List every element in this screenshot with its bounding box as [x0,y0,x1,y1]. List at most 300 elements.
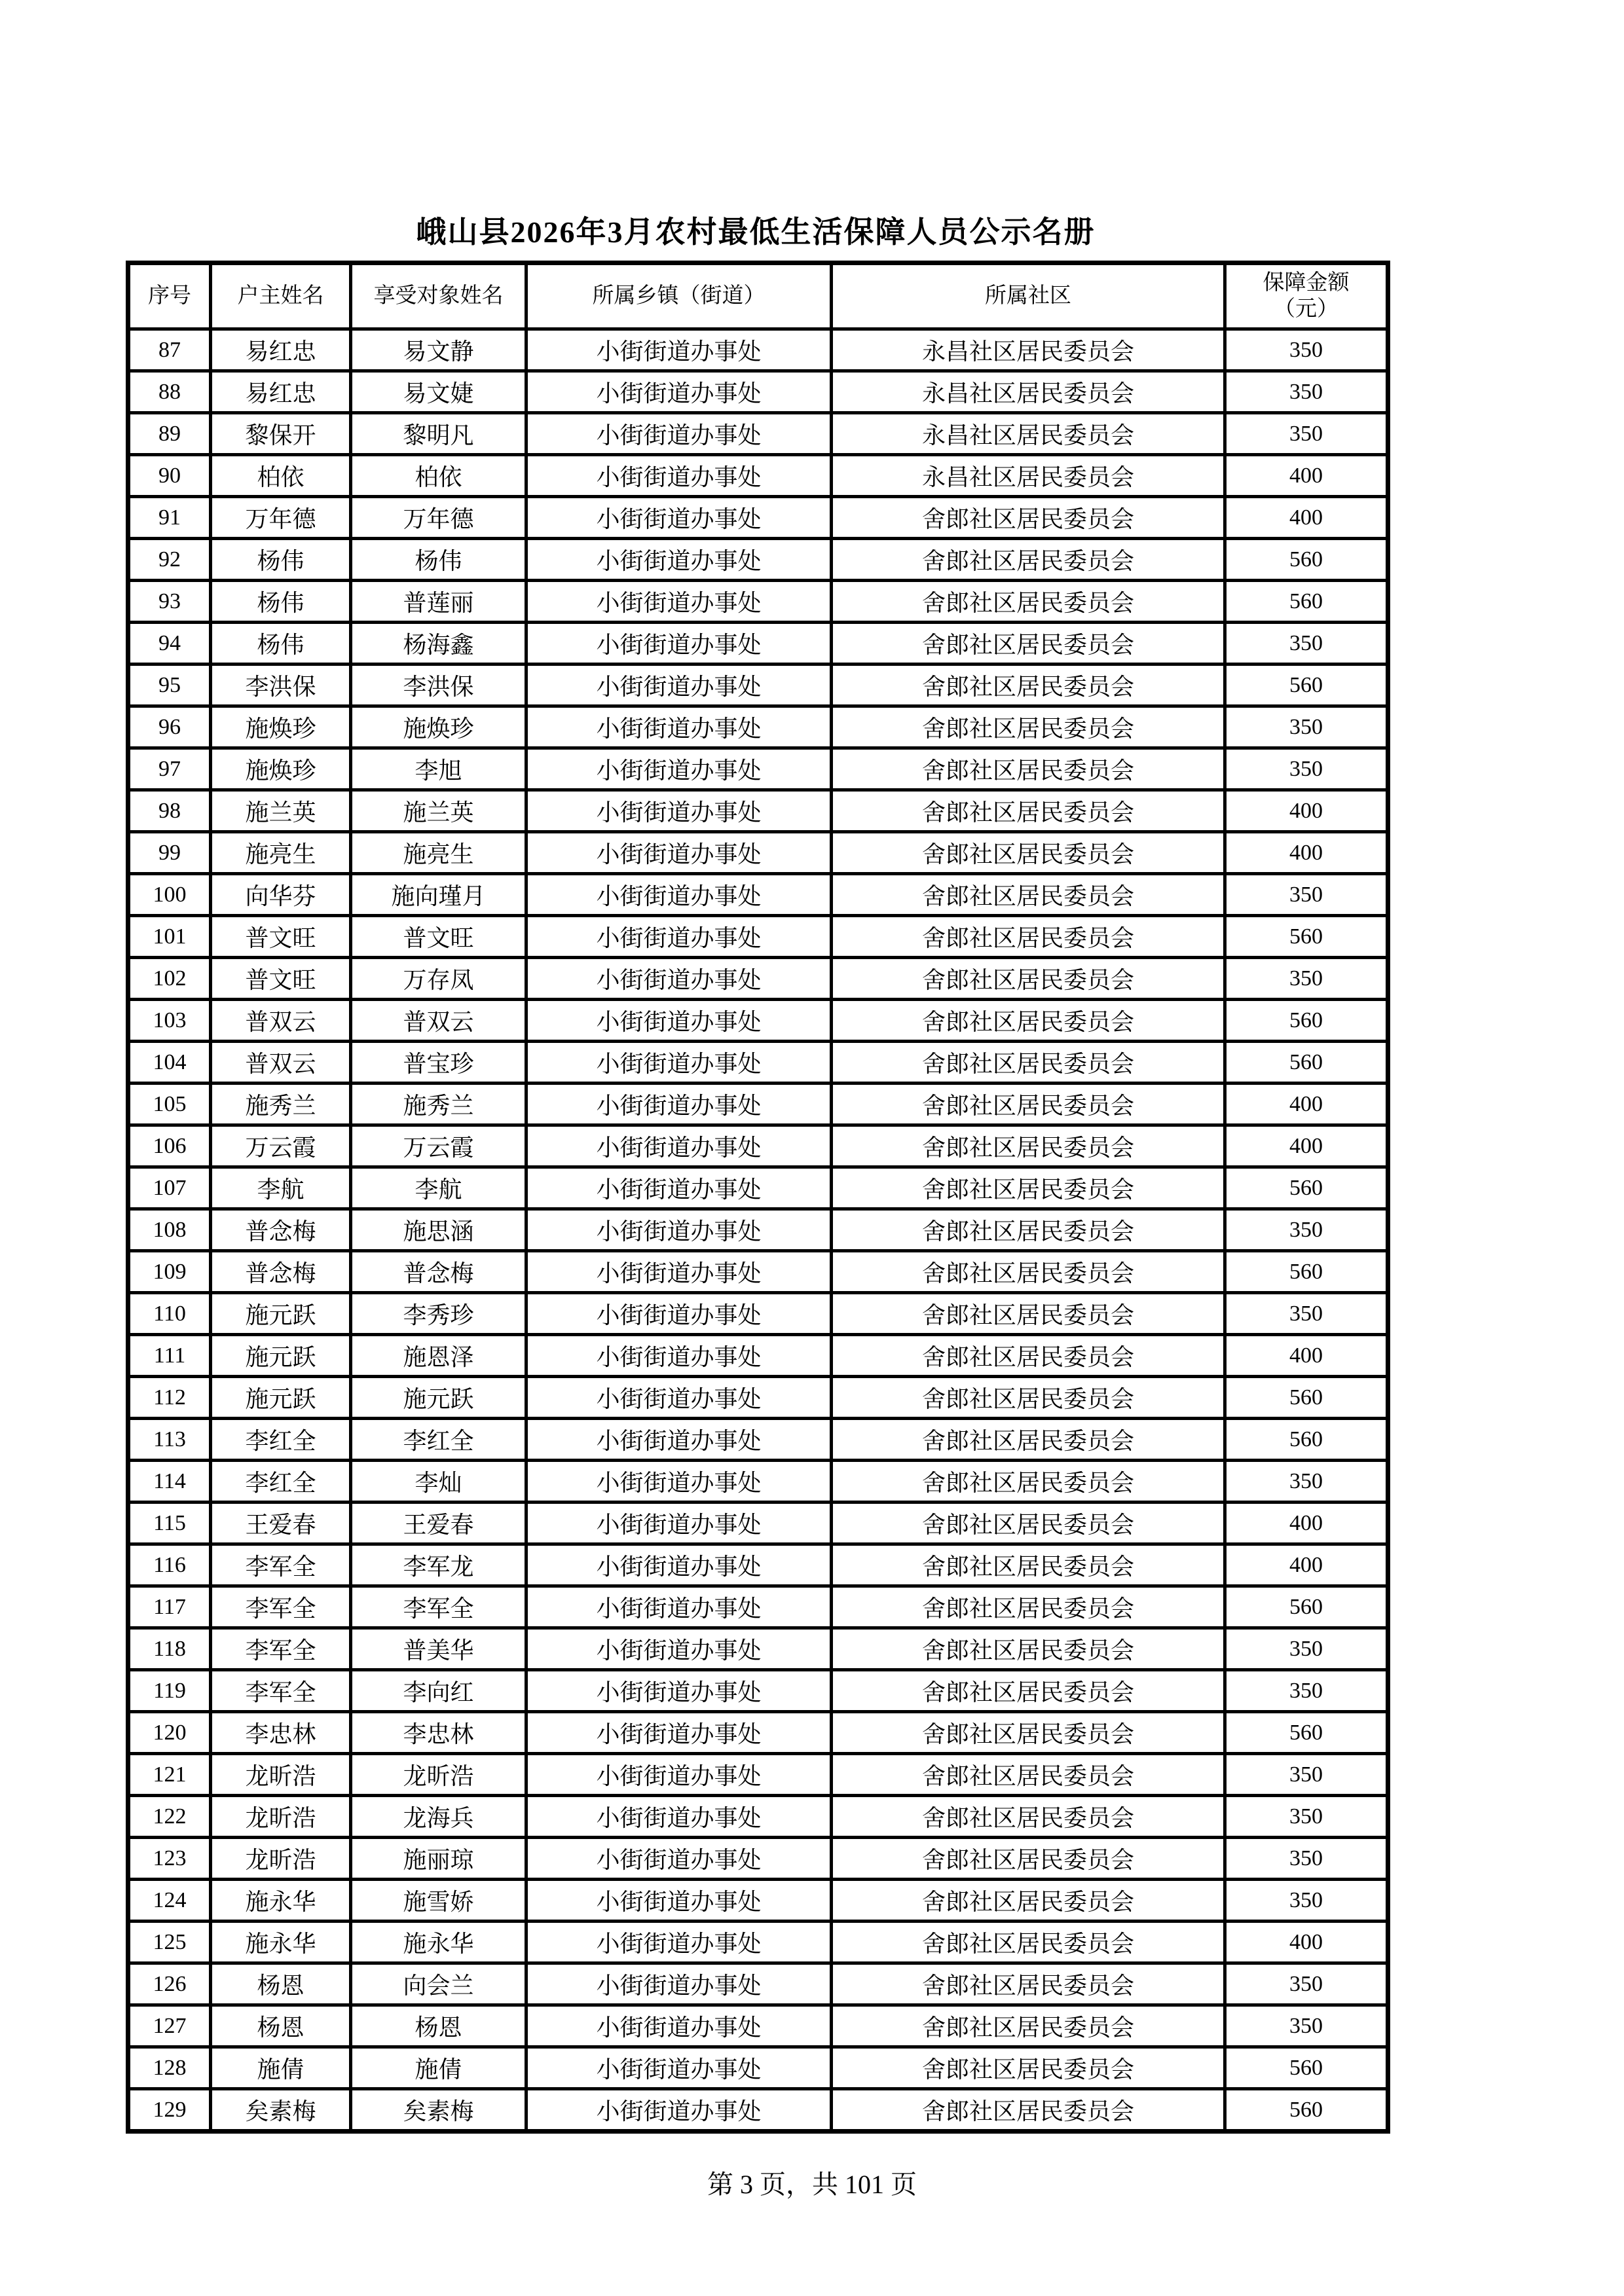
seq-cell: 100 [128,874,211,916]
community-cell: 舍郎社区居民委员会 [832,706,1225,748]
seq-cell: 107 [128,1167,211,1209]
table-row [128,1377,1388,1419]
header-amount [1225,263,1388,329]
amount-cell: 350 [1225,748,1388,790]
table-row [128,1461,1388,1503]
householder-cell: 施永华 [211,1880,351,1922]
beneficiary-cell: 龙昕浩 [351,1754,526,1796]
amount-cell: 350 [1225,1796,1388,1838]
beneficiary-cell: 王爱春 [351,1503,526,1544]
community-cell: 永昌社区居民委员会 [832,455,1225,497]
header-community: 所属社区 [832,263,1225,329]
table-row [128,874,1388,916]
amount-cell: 350 [1225,1628,1388,1670]
township-cell: 小街街道办事处 [526,1167,832,1209]
table-row [128,790,1388,832]
householder-cell: 李军全 [211,1628,351,1670]
community-cell: 舍郎社区居民委员会 [832,1209,1225,1251]
seq-cell: 111 [128,1335,211,1377]
township-cell: 小街街道办事处 [526,1209,832,1251]
table-row [128,1922,1388,1963]
amount-cell: 350 [1225,706,1388,748]
beneficiary-cell: 施永华 [351,1922,526,1963]
amount-cell: 560 [1225,1167,1388,1209]
seq-cell: 96 [128,706,211,748]
table-row [128,1293,1388,1335]
seq-cell: 121 [128,1754,211,1796]
community-cell: 舍郎社区居民委员会 [832,497,1225,539]
table-row [128,958,1388,1000]
amount-cell: 400 [1225,832,1388,874]
seq-cell: 106 [128,1125,211,1167]
community-cell: 舍郎社区居民委员会 [832,2047,1225,2089]
township-cell: 小街街道办事处 [526,1838,832,1880]
seq-cell: 128 [128,2047,211,2089]
seq-cell: 129 [128,2089,211,2132]
table-header [128,263,1388,329]
seq-cell: 87 [128,329,211,371]
township-cell: 小街街道办事处 [526,497,832,539]
amount-cell: 560 [1225,1251,1388,1293]
community-cell: 舍郎社区居民委员会 [832,1838,1225,1880]
table-body [128,329,1388,2132]
beneficiary-cell: 易文静 [351,329,526,371]
community-cell: 舍郎社区居民委员会 [832,790,1225,832]
seq-cell: 105 [128,1084,211,1125]
seq-cell: 108 [128,1209,211,1251]
beneficiary-cell: 普宝珍 [351,1042,526,1084]
householder-cell: 李洪保 [211,665,351,706]
beneficiary-cell: 施思涵 [351,1209,526,1251]
seq-cell: 94 [128,623,211,665]
table-row [128,1754,1388,1796]
township-cell: 小街街道办事处 [526,539,832,581]
table-row [128,1544,1388,1586]
community-cell: 舍郎社区居民委员会 [832,1712,1225,1754]
householder-cell: 普双云 [211,1000,351,1042]
beneficiary-cell: 普双云 [351,1000,526,1042]
householder-cell: 黎保开 [211,413,351,455]
householder-cell: 杨伟 [211,539,351,581]
beneficiary-cell: 李红全 [351,1419,526,1461]
township-cell: 小街街道办事处 [526,2047,832,2089]
township-cell: 小街街道办事处 [526,455,832,497]
township-cell: 小街街道办事处 [526,581,832,623]
community-cell: 舍郎社区居民委员会 [832,1293,1225,1335]
table-row [128,413,1388,455]
table-row [128,1042,1388,1084]
beneficiary-cell: 李忠林 [351,1712,526,1754]
header-row [128,263,1388,329]
township-cell: 小街街道办事处 [526,958,832,1000]
table-row [128,2005,1388,2047]
township-cell: 小街街道办事处 [526,832,832,874]
householder-cell: 李军全 [211,1670,351,1712]
seq-cell: 97 [128,748,211,790]
township-cell: 小街街道办事处 [526,413,832,455]
beneficiary-cell: 杨恩 [351,2005,526,2047]
community-cell: 舍郎社区居民委员会 [832,1251,1225,1293]
table-row [128,1838,1388,1880]
beneficiary-cell: 易文婕 [351,371,526,413]
community-cell: 舍郎社区居民委员会 [832,832,1225,874]
amount-cell: 560 [1225,2089,1388,2132]
seq-cell: 126 [128,1963,211,2005]
householder-cell: 龙昕浩 [211,1754,351,1796]
householder-cell: 李军全 [211,1544,351,1586]
beneficiary-cell: 李洪保 [351,665,526,706]
beneficiary-cell: 柏依 [351,455,526,497]
beneficiary-cell: 施丽琼 [351,1838,526,1880]
householder-cell: 李军全 [211,1586,351,1628]
table-row [128,832,1388,874]
table-row [128,706,1388,748]
householder-cell: 王爱春 [211,1503,351,1544]
beneficiary-cell: 普莲丽 [351,581,526,623]
township-cell: 小街街道办事处 [526,1125,832,1167]
seq-cell: 90 [128,455,211,497]
householder-cell: 李航 [211,1167,351,1209]
beneficiary-cell: 普念梅 [351,1251,526,1293]
township-cell: 小街街道办事处 [526,1377,832,1419]
beneficiary-cell: 施恩泽 [351,1335,526,1377]
seq-cell: 109 [128,1251,211,1293]
householder-cell: 李红全 [211,1419,351,1461]
seq-cell: 112 [128,1377,211,1419]
householder-cell: 施元跃 [211,1377,351,1419]
householder-cell: 向华芬 [211,874,351,916]
amount-cell: 350 [1225,413,1388,455]
seq-cell: 125 [128,1922,211,1963]
householder-cell: 杨伟 [211,623,351,665]
amount-cell: 400 [1225,1544,1388,1586]
beneficiary-cell: 普美华 [351,1628,526,1670]
township-cell: 小街街道办事处 [526,1251,832,1293]
table-row [128,1167,1388,1209]
table-row [128,1670,1388,1712]
beneficiary-cell: 李旭 [351,748,526,790]
community-cell: 舍郎社区居民委员会 [832,1042,1225,1084]
seq-cell: 102 [128,958,211,1000]
community-cell: 舍郎社区居民委员会 [832,1628,1225,1670]
township-cell: 小街街道办事处 [526,1628,832,1670]
township-cell: 小街街道办事处 [526,1754,832,1796]
community-cell: 舍郎社区居民委员会 [832,1963,1225,2005]
township-cell: 小街街道办事处 [526,916,832,958]
beneficiary-cell: 杨伟 [351,539,526,581]
township-cell: 小街街道办事处 [526,1084,832,1125]
amount-cell: 400 [1225,1335,1388,1377]
amount-cell: 400 [1225,1084,1388,1125]
householder-cell: 杨恩 [211,1963,351,2005]
township-cell: 小街街道办事处 [526,1042,832,1084]
township-cell: 小街街道办事处 [526,329,832,371]
seq-cell: 115 [128,1503,211,1544]
seq-cell: 123 [128,1838,211,1880]
community-cell: 舍郎社区居民委员会 [832,1796,1225,1838]
beneficiary-cell: 施雪娇 [351,1880,526,1922]
table-row [128,1586,1388,1628]
community-cell: 永昌社区居民委员会 [832,371,1225,413]
header-beneficiary: 享受对象姓名 [351,263,526,329]
seq-cell: 98 [128,790,211,832]
community-cell: 舍郎社区居民委员会 [832,1335,1225,1377]
header-seq: 序号 [128,263,211,329]
beneficiary-cell: 施元跃 [351,1377,526,1419]
amount-cell: 350 [1225,2005,1388,2047]
table-row [128,665,1388,706]
amount-cell: 350 [1225,623,1388,665]
amount-cell: 350 [1225,958,1388,1000]
amount-cell: 560 [1225,916,1388,958]
table-row [128,623,1388,665]
seq-cell: 92 [128,539,211,581]
amount-cell: 560 [1225,1419,1388,1461]
householder-cell: 易红忠 [211,371,351,413]
seq-cell: 91 [128,497,211,539]
community-cell: 舍郎社区居民委员会 [832,1461,1225,1503]
householder-cell: 施元跃 [211,1335,351,1377]
township-cell: 小街街道办事处 [526,1586,832,1628]
householder-cell: 普文旺 [211,958,351,1000]
householder-cell: 普念梅 [211,1251,351,1293]
beneficiary-cell: 李灿 [351,1461,526,1503]
beneficiary-cell: 李向红 [351,1670,526,1712]
community-cell: 舍郎社区居民委员会 [832,1880,1225,1922]
beneficiary-cell: 施向瑾月 [351,874,526,916]
community-cell: 舍郎社区居民委员会 [832,1670,1225,1712]
table-row [128,1000,1388,1042]
amount-cell: 400 [1225,1125,1388,1167]
community-cell: 舍郎社区居民委员会 [832,1125,1225,1167]
amount-cell: 350 [1225,1963,1388,2005]
table-row [128,1628,1388,1670]
amount-cell: 400 [1225,455,1388,497]
amount-cell: 560 [1225,1586,1388,1628]
householder-cell: 龙昕浩 [211,1838,351,1880]
beneficiary-cell: 李秀珍 [351,1293,526,1335]
amount-cell: 400 [1225,1503,1388,1544]
householder-cell: 普念梅 [211,1209,351,1251]
community-cell: 舍郎社区居民委员会 [832,1586,1225,1628]
beneficiary-cell: 万存凤 [351,958,526,1000]
community-cell: 舍郎社区居民委员会 [832,1754,1225,1796]
beneficiary-cell: 杨海鑫 [351,623,526,665]
township-cell: 小街街道办事处 [526,1461,832,1503]
township-cell: 小街街道办事处 [526,371,832,413]
amount-cell: 350 [1225,874,1388,916]
township-cell: 小街街道办事处 [526,1963,832,2005]
header-township: 所属乡镇（街道） [526,263,832,329]
table-row [128,497,1388,539]
householder-cell: 李红全 [211,1461,351,1503]
amount-cell: 560 [1225,2047,1388,2089]
township-cell: 小街街道办事处 [526,1922,832,1963]
township-cell: 小街街道办事处 [526,623,832,665]
community-cell: 舍郎社区居民委员会 [832,2089,1225,2132]
township-cell: 小街街道办事处 [526,1796,832,1838]
amount-cell: 400 [1225,790,1388,832]
township-cell: 小街街道办事处 [526,790,832,832]
community-cell: 永昌社区居民委员会 [832,413,1225,455]
beneficiary-cell: 龙海兵 [351,1796,526,1838]
beneficiary-cell: 施亮生 [351,832,526,874]
table-row [128,581,1388,623]
community-cell: 舍郎社区居民委员会 [832,1000,1225,1042]
community-cell: 舍郎社区居民委员会 [832,1419,1225,1461]
householder-cell: 柏依 [211,455,351,497]
community-cell: 舍郎社区居民委员会 [832,1084,1225,1125]
township-cell: 小街街道办事处 [526,2005,832,2047]
householder-cell: 龙昕浩 [211,1796,351,1838]
roster-table [126,261,1390,2134]
seq-cell: 120 [128,1712,211,1754]
householder-cell: 施亮生 [211,832,351,874]
seq-cell: 110 [128,1293,211,1335]
amount-cell: 350 [1225,371,1388,413]
seq-cell: 89 [128,413,211,455]
community-cell: 舍郎社区居民委员会 [832,1167,1225,1209]
table-row [128,1125,1388,1167]
table-row [128,1084,1388,1125]
community-cell: 舍郎社区居民委员会 [832,748,1225,790]
beneficiary-cell: 万云霞 [351,1125,526,1167]
table-row [128,539,1388,581]
township-cell: 小街街道办事处 [526,1335,832,1377]
table-row [128,371,1388,413]
householder-cell: 杨恩 [211,2005,351,2047]
table-row [128,1335,1388,1377]
beneficiary-cell: 万年德 [351,497,526,539]
seq-cell: 93 [128,581,211,623]
table-row [128,455,1388,497]
amount-cell: 350 [1225,329,1388,371]
table-row [128,1712,1388,1754]
beneficiary-cell: 黎明凡 [351,413,526,455]
beneficiary-cell: 普文旺 [351,916,526,958]
page-title: 峨山县2026年3月农村最低生活保障人员公示名册 [416,215,1096,249]
township-cell: 小街街道办事处 [526,1544,832,1586]
township-cell: 小街街道办事处 [526,874,832,916]
table-row [128,1209,1388,1251]
community-cell: 舍郎社区居民委员会 [832,916,1225,958]
amount-cell: 560 [1225,1000,1388,1042]
community-cell: 舍郎社区居民委员会 [832,581,1225,623]
seq-cell: 99 [128,832,211,874]
beneficiary-cell: 李军龙 [351,1544,526,1586]
table-row [128,1251,1388,1293]
seq-cell: 114 [128,1461,211,1503]
township-cell: 小街街道办事处 [526,748,832,790]
seq-cell: 122 [128,1796,211,1838]
amount-cell: 350 [1225,1670,1388,1712]
amount-cell: 400 [1225,497,1388,539]
header-amount-line1: 保障金额 [1263,270,1350,295]
beneficiary-cell: 李航 [351,1167,526,1209]
householder-cell: 施永华 [211,1922,351,1963]
householder-cell: 万年德 [211,497,351,539]
seq-cell: 119 [128,1670,211,1712]
householder-cell: 施焕珍 [211,748,351,790]
seq-cell: 118 [128,1628,211,1670]
amount-cell: 350 [1225,1880,1388,1922]
table-row [128,748,1388,790]
community-cell: 舍郎社区居民委员会 [832,1377,1225,1419]
householder-cell: 杨伟 [211,581,351,623]
seq-cell: 117 [128,1586,211,1628]
householder-cell: 李忠林 [211,1712,351,1754]
township-cell: 小街街道办事处 [526,706,832,748]
householder-cell: 施秀兰 [211,1084,351,1125]
header-amount-line2: （元） [1274,297,1338,321]
table-row [128,329,1388,371]
township-cell: 小街街道办事处 [526,1419,832,1461]
householder-cell: 普文旺 [211,916,351,958]
community-cell: 舍郎社区居民委员会 [832,958,1225,1000]
amount-cell: 560 [1225,1377,1388,1419]
township-cell: 小街街道办事处 [526,665,832,706]
householder-cell: 万云霞 [211,1125,351,1167]
table-row [128,1963,1388,2005]
beneficiary-cell: 矣素梅 [351,2089,526,2132]
amount-cell: 350 [1225,1461,1388,1503]
seq-cell: 124 [128,1880,211,1922]
community-cell: 舍郎社区居民委员会 [832,1503,1225,1544]
township-cell: 小街街道办事处 [526,2089,832,2132]
householder-cell: 施兰英 [211,790,351,832]
township-cell: 小街街道办事处 [526,1000,832,1042]
householder-cell: 施焕珍 [211,706,351,748]
seq-cell: 95 [128,665,211,706]
amount-cell: 350 [1225,1838,1388,1880]
seq-cell: 116 [128,1544,211,1586]
amount-cell: 350 [1225,1754,1388,1796]
householder-cell: 矣素梅 [211,2089,351,2132]
householder-cell: 普双云 [211,1042,351,1084]
amount-cell: 400 [1225,1922,1388,1963]
table-row [128,916,1388,958]
amount-cell: 350 [1225,1293,1388,1335]
seq-cell: 88 [128,371,211,413]
householder-cell: 易红忠 [211,329,351,371]
seq-cell: 101 [128,916,211,958]
table-row [128,1880,1388,1922]
beneficiary-cell: 施秀兰 [351,1084,526,1125]
table-row [128,1796,1388,1838]
beneficiary-cell: 向会兰 [351,1963,526,2005]
beneficiary-cell: 施倩 [351,2047,526,2089]
householder-cell: 施倩 [211,2047,351,2089]
table-row [128,2047,1388,2089]
seq-cell: 113 [128,1419,211,1461]
header-householder: 户主姓名 [211,263,351,329]
community-cell: 永昌社区居民委员会 [832,329,1225,371]
householder-cell: 施元跃 [211,1293,351,1335]
beneficiary-cell: 施兰英 [351,790,526,832]
seq-cell: 127 [128,2005,211,2047]
amount-cell: 560 [1225,539,1388,581]
table-row [128,1503,1388,1544]
beneficiary-cell: 李军全 [351,1586,526,1628]
community-cell: 舍郎社区居民委员会 [832,623,1225,665]
community-cell: 舍郎社区居民委员会 [832,1922,1225,1963]
township-cell: 小街街道办事处 [526,1880,832,1922]
amount-cell: 560 [1225,1712,1388,1754]
page-footer: 第 3 页，共 101 页 [707,2170,917,2199]
beneficiary-cell: 施焕珍 [351,706,526,748]
community-cell: 舍郎社区居民委员会 [832,539,1225,581]
amount-cell: 350 [1225,1209,1388,1251]
